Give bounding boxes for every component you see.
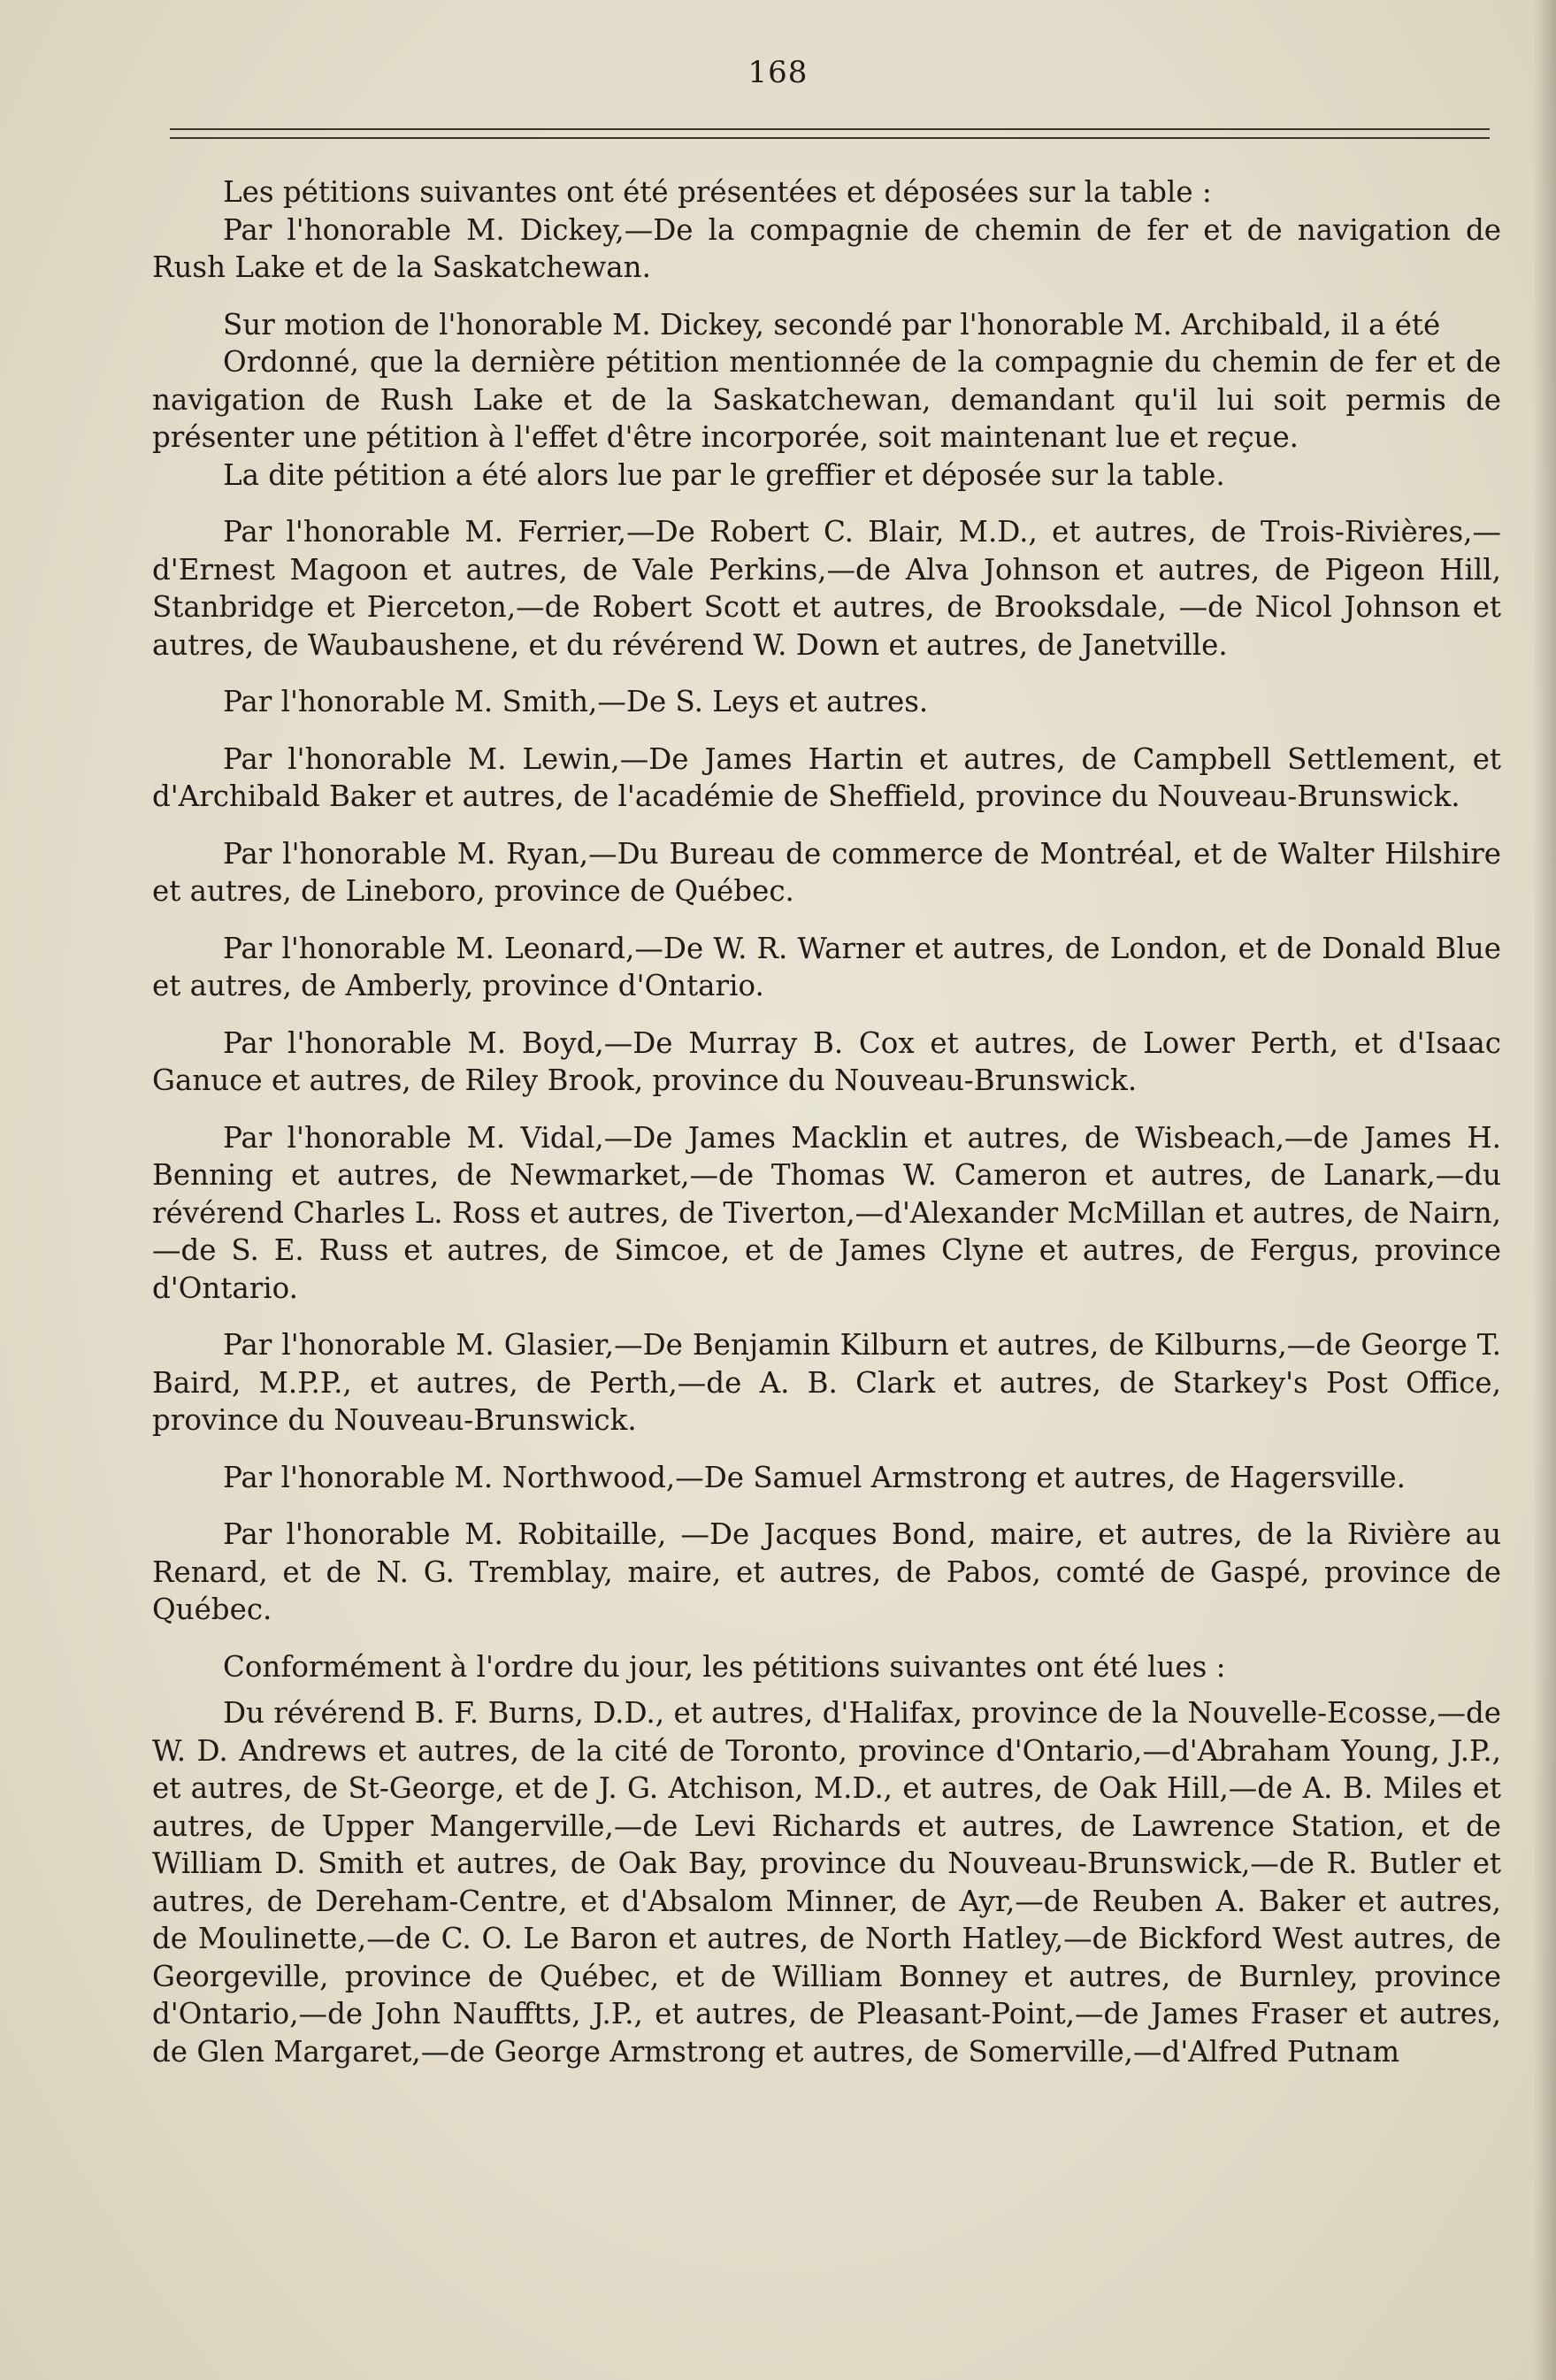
paragraph: Sur motion de l'honorable M. Dickey, secondé par l'honorable M. Archibald, il a été — [223, 307, 1441, 342]
paragraph: Par l'honorable M. Smith,—De S. Leys et autres. — [223, 685, 929, 718]
paragraph: Ordonné, que la dernière pétition mentionnée de la compagnie du chemin de fer et de navigation de Rush Lake et de la Saskatchewan, demandant qu'il lui soit permis de présenter une pétition à l'effet d'être incorporée, soit maintenant lue et reçue. — [152, 345, 1501, 454]
paragraph: Par l'honorable M. Vidal,—De James Macklin et autres, de Wisbeach,—de James H. Benning et autres, de Newmarket,—de Thomas W. Cameron et autres, de Lanark,—du révérend Charles L. Ross et autres, de Tiverton,—d'Alexander McMillan et autres, de Nairn,—de S. E. Russ et autres, de Simcoe, et de James Clyne et autres, de Fergus, province d'Ontario. — [152, 1120, 1501, 1305]
paragraph: Les pétitions suivantes ont été présentées et déposées sur la table : — [223, 175, 1212, 209]
page-edge-shadow — [1533, 0, 1556, 2380]
paragraph: Par l'honorable M. Boyd,—De Murray B. Cox et autres, de Lower Perth, et d'Isaac Ganuce et autres, de Riley Brook, province du Nouveau-Brunswick. — [152, 1025, 1501, 1097]
paragraph: La dite pétition a été alors lue par le greffier et déposée sur la table. — [223, 457, 1225, 492]
header-rule-bottom — [170, 137, 1490, 139]
paragraph: Par l'honorable M. Leonard,—De W. R. Warner et autres, de London, et de Donald Blue et autres, de Amberly, province d'Ontario. — [152, 931, 1501, 1002]
paragraph: Conformément à l'ordre du jour, les pétitions suivantes ont été lues : — [223, 1649, 1226, 1684]
header-rule-top — [170, 128, 1490, 130]
paragraph: Par l'honorable M. Ferrier,—De Robert C. Blair, M.D., et autres, de Trois-Rivières,—d'Ernest Magoon et autres, de Vale Perkins,—de Alva Johnson et autres, de Pigeon Hill, Stanbridge et Pierceton,—de Robert Scott et autres, de Brooksdale, —de Nicol Johnson et autres, de Waubaushene, et du révérend W. Down et autres, de Janetville. — [152, 515, 1501, 662]
paragraph: Par l'honorable M. Northwood,—De Samuel Armstrong et autres, de Hagersville. — [223, 1460, 1406, 1494]
paragraph: Par l'honorable M. Glasier,—De Benjamin Kilburn et autres, de Kilburns,—de George T. Baird, M.P.P., et autres, de Perth,—de A. B. Clark et autres, de Starkey's Post Office, province du Nouveau-Brunswick. — [152, 1328, 1501, 1437]
paragraph: Du révérend B. F. Burns, D.D., et autres, d'Halifax, province de la Nouvelle-Ecosse,—de W. D. Andrews et autres, de la cité de Toronto, province d'Ontario,—d'Abraham Young, J.P., et autres, de St-George, et de J. G. Atchison, M.D., et autres, de Oak Hill,—de A. B. Miles et autres, de Upper Mangerville,—de Levi Richards et autres, de Lawrence Station, et de William D. Smith et autres, de Oak Bay, province du Nouveau-Brunswick,—de R. Butler et autres, de Dereham-Centre, et d'Absalom Minner, de Ayr,—de Reuben A. Baker et autres, de Moulinette,—de C. O. Le Baron et autres, de North Hatley,—de Bickford West autres, de Georgeville, province de Québec, et de William Bonney et autres, de Burnley, province d'Ontario,—de John Naufftts, J.P., et autres, de Pleasant-Point,—de James Fraser et autres, de Glen Margaret,—de George Armstrong et autres, de Somerville,—d'Alfred Putnam — [152, 1696, 1501, 2069]
paragraph: Par l'honorable M. Dickey,—De la compagnie de chemin de fer et de navigation de Rush Lake et de la Saskatchewan. — [152, 212, 1501, 284]
paragraph: Par l'honorable M. Ryan,—Du Bureau de commerce de Montréal, et de Walter Hilshire et autres, de Lineboro, province de Québec. — [152, 836, 1501, 908]
page-number: 168 — [747, 55, 809, 90]
paragraph: Par l'honorable M. Robitaille, —De Jacques Bond, maire, et autres, de la Rivière au Renard, et de N. G. Tremblay, maire, et autres, de Pabos, comté de Gaspé, province de Québec. — [152, 1517, 1501, 1626]
body-text — [152, 173, 1501, 2070]
paragraph: Par l'honorable M. Lewin,—De James Hartin et autres, de Campbell Settlement, et d'Archibald Baker et autres, de l'académie de Sheffield, province du Nouveau-Brunswick. — [152, 741, 1501, 813]
